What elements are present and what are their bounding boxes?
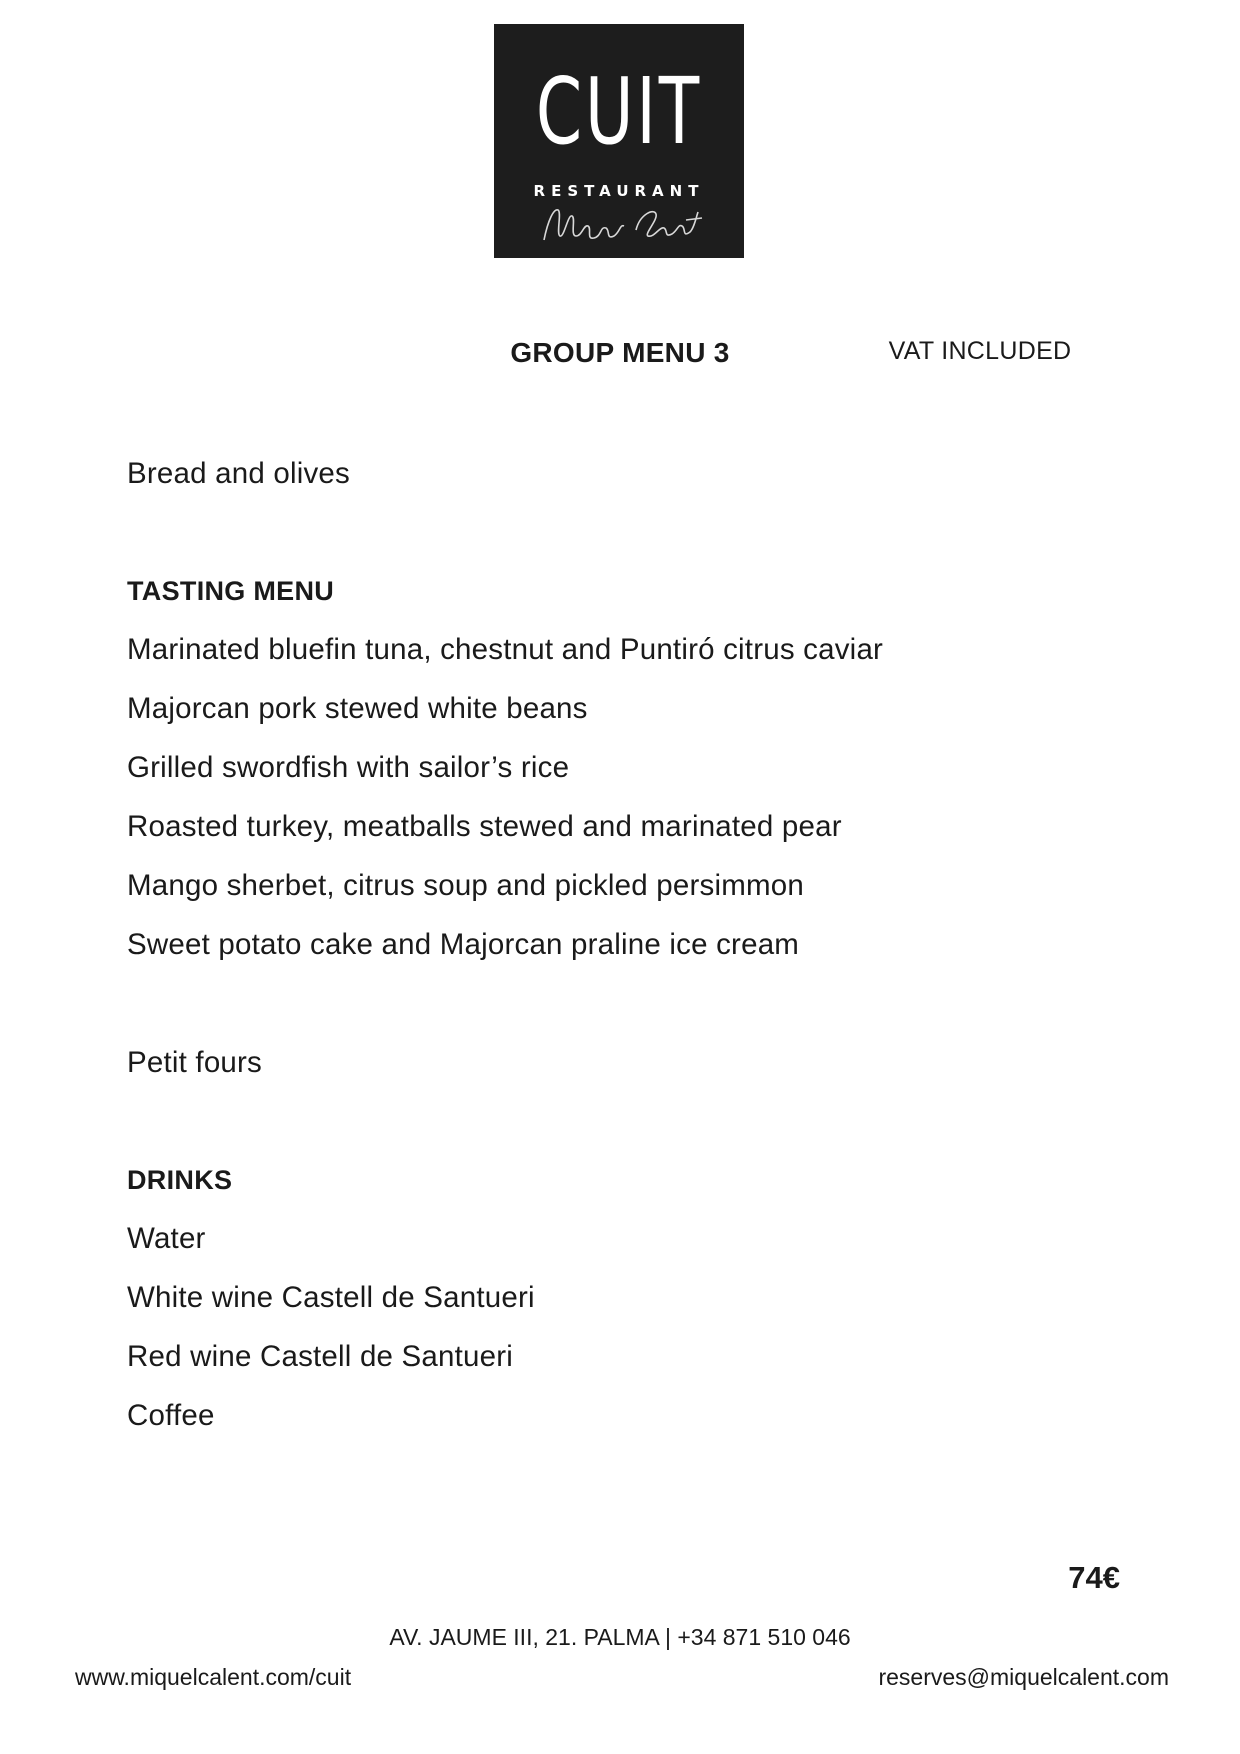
tasting-menu-heading: TASTING MENU	[127, 576, 335, 606]
signature-icon	[536, 200, 706, 248]
footer-address: AV. JAUME III, 21. PALMA | +34 871 510 046	[389, 1624, 851, 1650]
drink-item: Coffee	[127, 1399, 215, 1432]
vat-note: VAT INCLUDED	[888, 337, 1072, 365]
restaurant-logo	[494, 24, 744, 258]
tasting-item: Mango sherbet, citrus soup and pickled persimmon	[127, 869, 804, 902]
logo-subtitle: RESTAURANT	[533, 182, 705, 200]
tasting-item: Grilled swordfish with sailor’s rice	[127, 751, 570, 784]
drinks-heading: DRINKS	[127, 1165, 233, 1195]
starter-item: Bread and olives	[127, 457, 350, 490]
drink-item: Water	[127, 1222, 206, 1255]
tasting-item: Sweet potato cake and Majorcan praline ice cream	[127, 928, 800, 961]
tasting-item: Marinated bluefin tuna, chestnut and Puntiró citrus caviar	[127, 633, 884, 666]
logo-wordmark: CUIT	[535, 58, 703, 165]
drink-item: Red wine Castell de Santueri	[127, 1340, 514, 1373]
footer-website-link[interactable]: www.miquelcalent.com/cuit	[75, 1664, 352, 1690]
drink-item: White wine Castell de Santueri	[127, 1281, 535, 1314]
menu-price: 74€	[1068, 1560, 1120, 1595]
tasting-item: Roasted turkey, meatballs stewed and marinated pear	[127, 810, 842, 843]
menu-title: GROUP MENU 3	[510, 337, 730, 368]
tasting-item: Majorcan pork stewed white beans	[127, 692, 588, 725]
footer-email-link[interactable]: reserves@miquelcalent.com	[878, 1664, 1169, 1690]
petit-fours-item: Petit fours	[127, 1046, 263, 1079]
